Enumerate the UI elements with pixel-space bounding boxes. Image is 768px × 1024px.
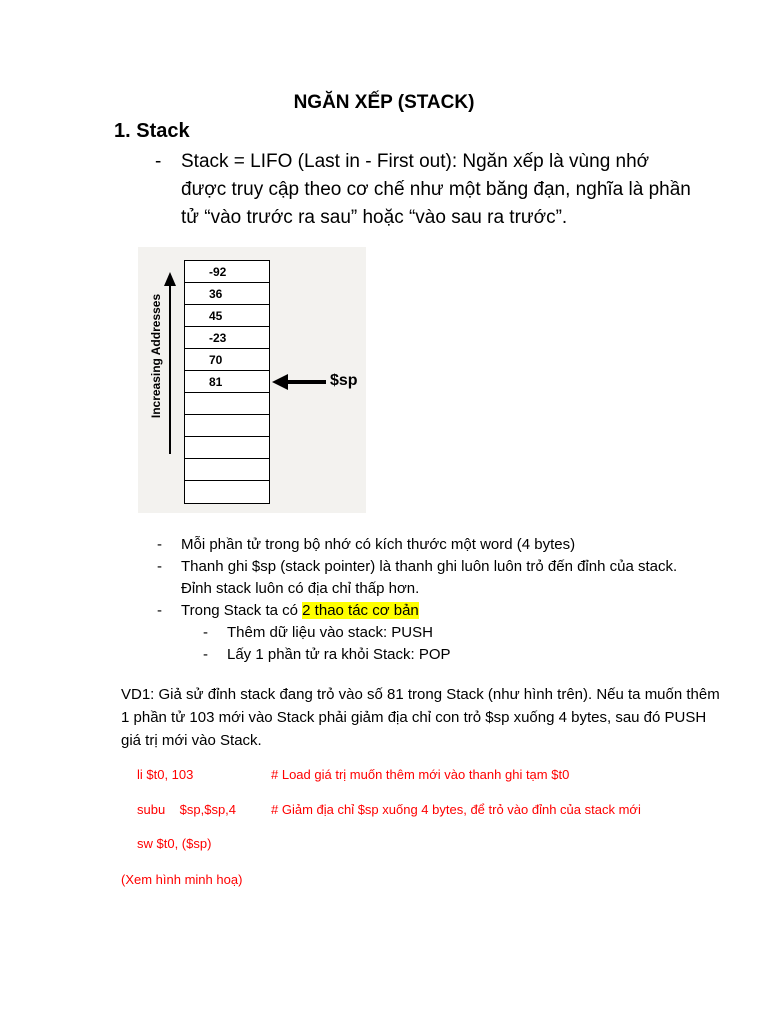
code-comment: # Load giá trị muốn thêm mới vào thanh ghi tạm $t0 — [271, 767, 570, 782]
list-item: - Trong Stack ta có 2 thao tác cơ bản — [157, 602, 419, 619]
stack-cells — [184, 260, 270, 504]
code-instruction: li $t0, 103 — [137, 767, 194, 782]
pointer-arrow-icon — [272, 373, 328, 391]
stack-cell: 70 — [185, 349, 269, 371]
figure-note: (Xem hình minh hoạ) — [121, 872, 243, 887]
code-comment: # Giảm địa chỉ $sp xuống 4 bytes, để trỏ vào đỉnh của stack mới — [271, 802, 641, 817]
example-paragraph: VD1: Giả sử đỉnh stack đang trỏ vào số 81 trong Stack (như hình trên). Nếu ta muốn thêm 1 phần tử 103 mới vào Stack phải giảm địa chỉ con trỏ $sp xuống 4 bytes, sau đó PUSH giá trị mới vào Stack. — [121, 686, 720, 749]
up-arrow-icon — [160, 270, 180, 460]
axis-label: Increasing Addresses — [149, 293, 163, 419]
stack-cell: 45 — [185, 305, 269, 327]
list-item: - Thanh ghi $sp (stack pointer) là thanh ghi luôn luôn trỏ đến đỉnh của stack. Đỉnh stack luôn có địa chỉ thấp hơn. — [157, 558, 678, 597]
list-item: - Mỗi phần tử trong bộ nhớ có kích thước một word (4 bytes) — [157, 536, 576, 553]
stack-cell: 36 — [185, 283, 269, 305]
intro-text: Stack = LIFO (Last in - First out): Ngăn xếp là vùng nhớ được truy cập theo cơ chế như một băng đạn, nghĩa là phần tử “vào trước ra sau” hoặc “vào sau ra trước”. — [181, 151, 691, 228]
page-title: NGĂN XẾP (STACK) — [293, 92, 475, 113]
highlighted-text: 2 thao tác cơ bản — [302, 602, 419, 619]
stack-cell — [185, 459, 269, 481]
stack-cell: -23 — [185, 327, 269, 349]
stack-cell — [185, 481, 269, 503]
stack-cell — [185, 437, 269, 459]
sp-label: $sp — [330, 372, 358, 389]
code-instruction: subu $sp,$sp,4 — [137, 802, 237, 817]
stack-cell: 81 — [185, 371, 269, 393]
section-heading: 1. Stack — [114, 120, 190, 142]
sub-list-item: - Lấy 1 phần tử ra khỏi Stack: POP — [203, 646, 451, 663]
stack-cell: -92 — [185, 261, 269, 283]
sub-list-item: - Thêm dữ liệu vào stack: PUSH — [203, 624, 433, 641]
code-instruction: sw $t0, ($sp) — [137, 836, 212, 851]
stack-cell — [185, 415, 269, 437]
stack-cell — [185, 393, 269, 415]
intro-bullet: - Stack = LIFO (Last in - First out): Ngăn xếp là vùng nhớ được truy cập theo cơ chế như một băng đạn, nghĩa là phần tử “vào trước ra sau” hoặc “vào sau ra trước”. — [155, 148, 695, 232]
